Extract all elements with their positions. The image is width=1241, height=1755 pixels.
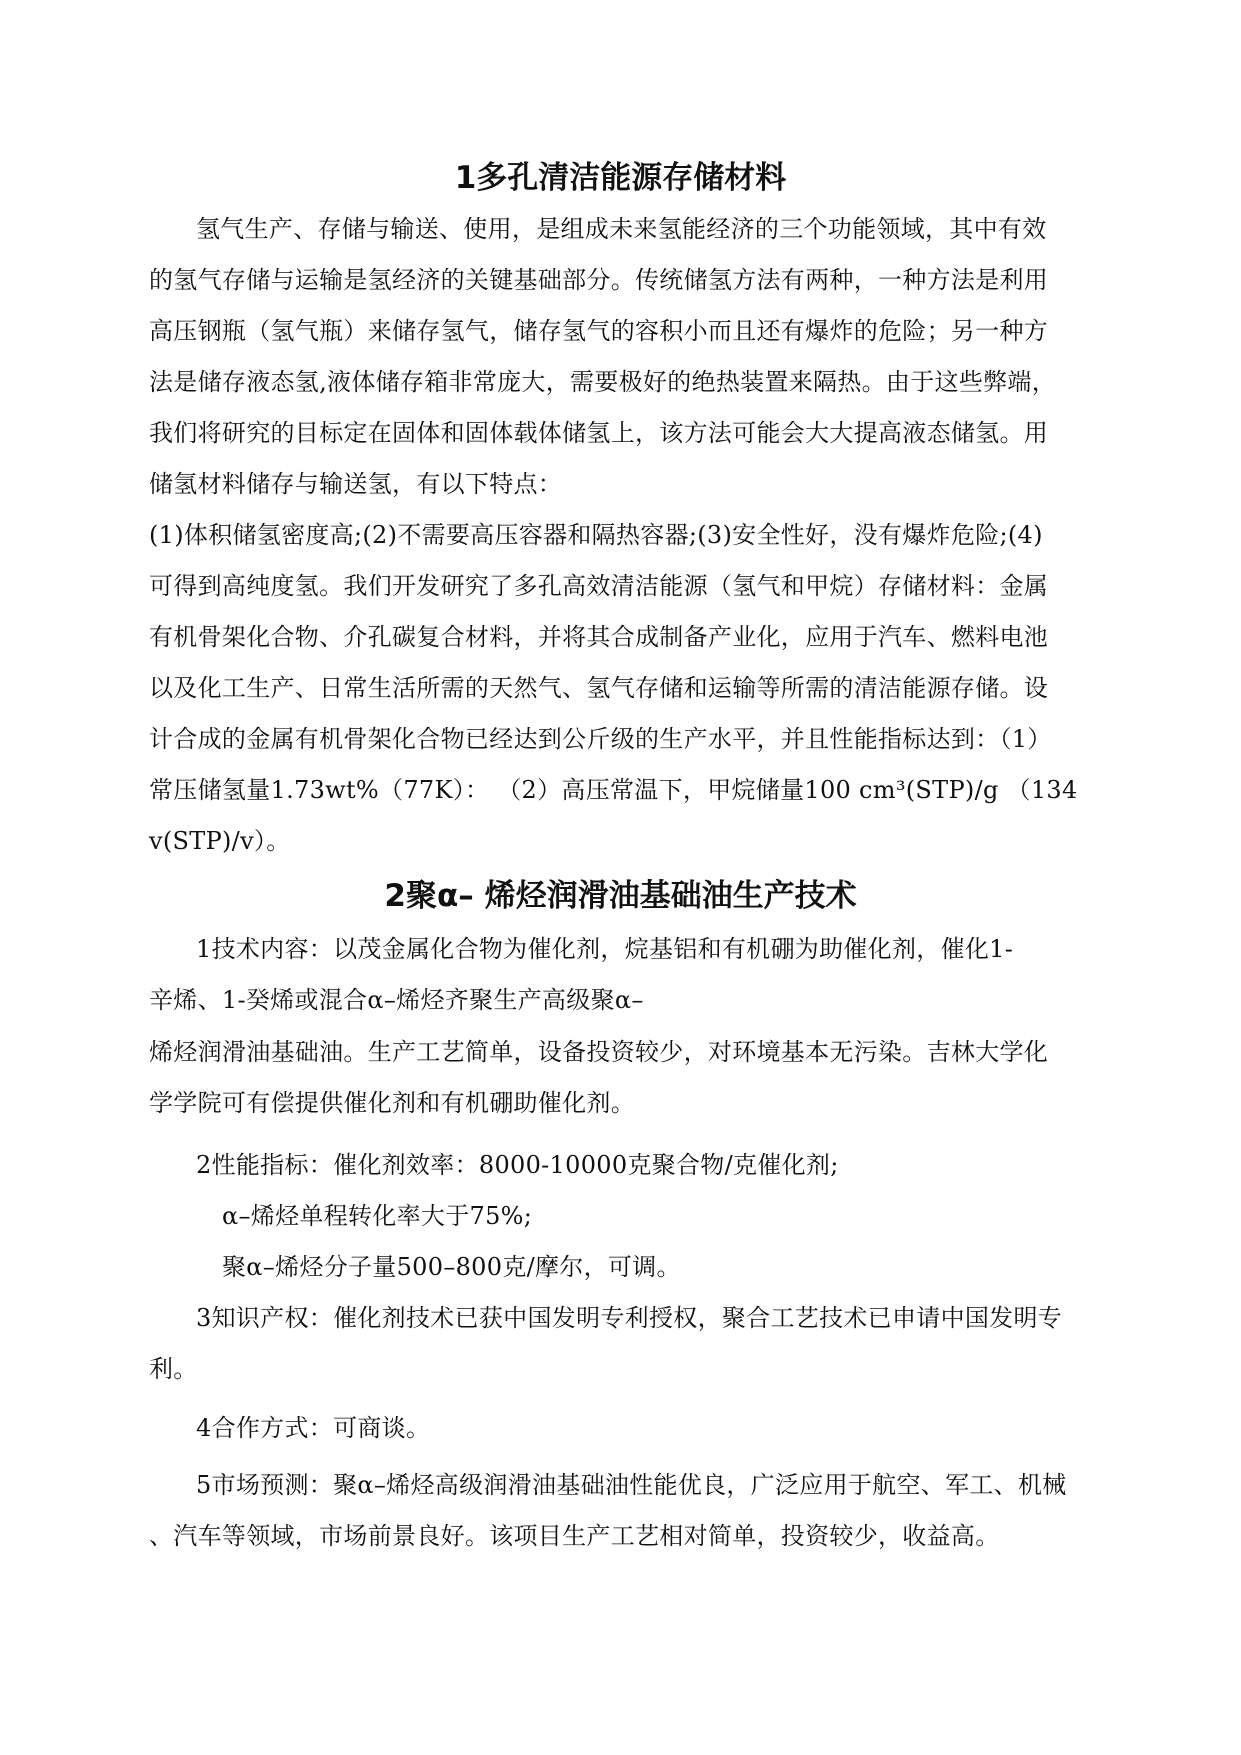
- section1-line-2: 的氢气存储与运输是氢经济的关键基础部分。传统储氢方法有两种，一种方法是利用: [149, 266, 1049, 294]
- section2-line-10: 4合作方式：可商谈。: [196, 1414, 431, 1442]
- section1-line-8: 可得到高纯度氢。我们开发研究了多孔高效清洁能源（氢气和甲烷）存储材料：金属: [149, 572, 1049, 600]
- section2-line-1: 1技术内容：以茂金属化合物为催化剂，烷基铝和有机硼为助催化剂，催化1-: [196, 935, 1014, 963]
- section2-line-11: 5市场预测：聚α–烯烃高级润滑油基础油性能优良，广泛应用于航空、军工、机械: [196, 1471, 1067, 1499]
- section1-line-1: 氢气生产、存储与输送、使用，是组成未来氢能经济的三个功能领域，其中有效: [196, 215, 1047, 243]
- section2-line-5: 2性能指标：催化剂效率：8000-10000克聚合物/克催化剂;: [196, 1151, 839, 1179]
- section1-line-3: 高压钢瓶（氢气瓶）来储存氢气，储存氢气的容积小而且还有爆炸的危险；另一种方: [149, 317, 1049, 345]
- section1-line-4: 法是储存液态氢,液体储存箱非常庞大，需要极好的绝热装置来隔热。由于这些弊端，: [149, 368, 1057, 396]
- section2-title: 2聚α– 烯烃润滑油基础油生产技术: [384, 878, 857, 914]
- section2-line-4: 学学院可有偿提供催化剂和有机硼助催化剂。: [149, 1089, 635, 1117]
- section2-line-6: α–烯烃单程转化率大于75%;: [222, 1202, 533, 1230]
- section1-line-5: 我们将研究的目标定在固体和固体载体储氢上，该方法可能会大大提高液态储氢。用: [149, 419, 1049, 447]
- section2-line-2: 辛烯、1-癸烯或混合α–烯烃齐聚生产高级聚α–: [149, 986, 644, 1014]
- section1-line-13: v(STP)/v）。: [149, 827, 291, 855]
- section1-title: 1多孔清洁能源存储材料: [454, 160, 787, 196]
- section2-line-9: 利。: [149, 1355, 198, 1383]
- section1-line-6: 储氢材料储存与输送氢，有以下特点：: [149, 470, 563, 498]
- section2-line-8: 3知识产权：催化剂技术已获中国发明专利授权，聚合工艺技术已申请中国发明专: [196, 1304, 1063, 1332]
- section1-line-10: 以及化工生产、日常生活所需的天然气、氢气存储和运输等所需的清洁能源存储。设: [149, 674, 1049, 702]
- section2-line-7: 聚α–烯烃分子量500–800克/摩尔，可调。: [222, 1253, 681, 1281]
- section2-line-3: 烯烃润滑油基础油。生产工艺简单，设备投资较少，对环境基本无污染。吉林大学化: [149, 1038, 1049, 1066]
- section1-line-7: (1)体积储氢密度高;(2)不需要高压容器和隔热容器;(3)安全性好，没有爆炸危险;(4): [149, 521, 1043, 549]
- section1-line-12: 常压储氢量1.73wt%（77K）： （2）高压常温下，甲烷储量100 cm³(STP)/g （134: [149, 776, 1078, 804]
- section1-line-9: 有机骨架化合物、介孔碳复合材料，并将其合成制备产业化，应用于汽车、燃料电池: [149, 623, 1049, 651]
- section1-line-11: 计合成的金属有机骨架化合物已经达到公斤级的生产水平，并且性能指标达到：（1）: [149, 725, 1052, 753]
- section2-line-12: 、汽车等领域，市场前景良好。该项目生产工艺相对简单，投资较少，收益高。: [149, 1522, 1000, 1550]
